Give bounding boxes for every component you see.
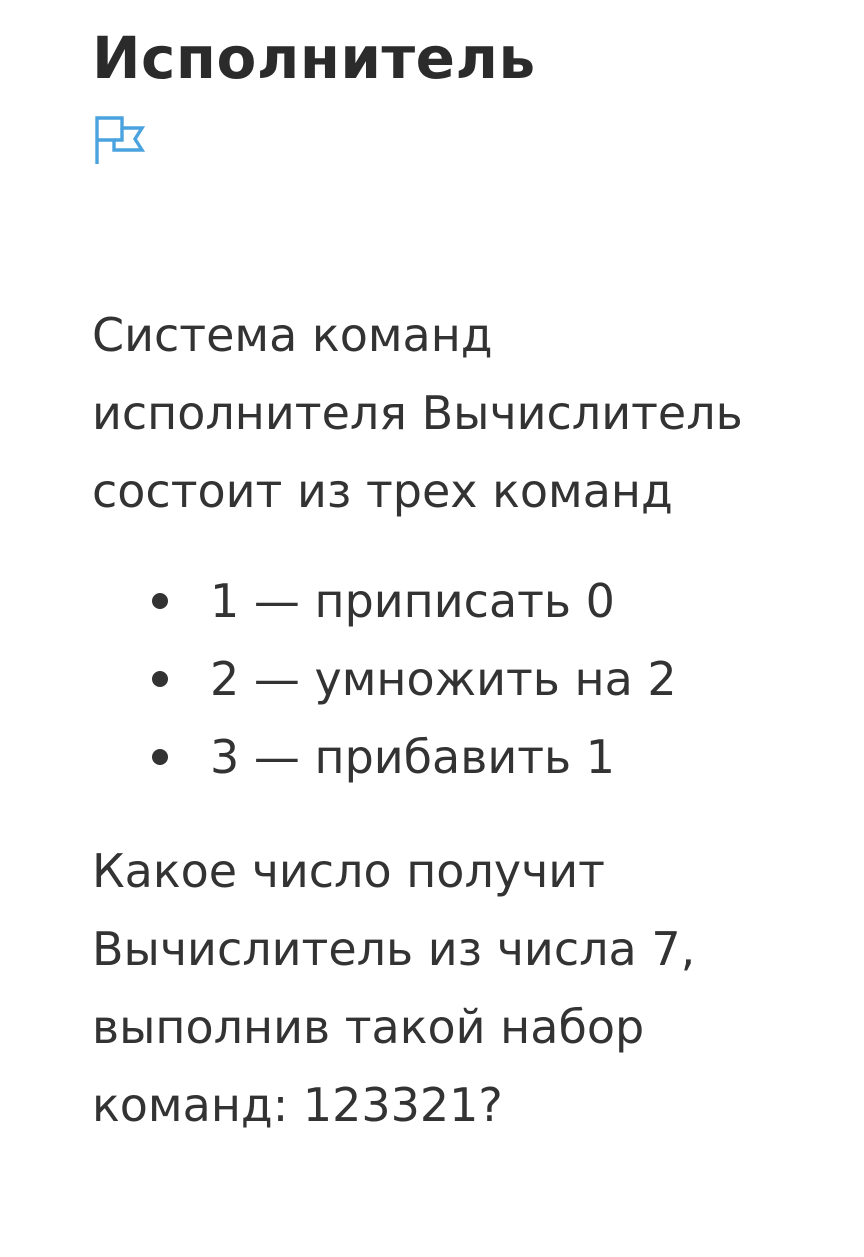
command-text: 3 — прибавить 1: [210, 730, 616, 784]
question-line: выполнив такой набор: [92, 1000, 645, 1054]
question-text: [92, 832, 832, 1144]
command-item: [152, 718, 832, 796]
task-content: [92, 296, 832, 1144]
bullet-icon: [152, 671, 168, 687]
command-text: 2 — умножить на 2: [210, 652, 677, 706]
question-line: Какое число получит: [92, 844, 605, 898]
intro-line: Система команд: [92, 308, 493, 362]
command-item: [152, 640, 832, 718]
question-line: команд: 123321?: [92, 1078, 503, 1132]
command-text: 1 — приписать 0: [210, 574, 615, 628]
intro-line: исполнителя Вычислитель: [92, 386, 743, 440]
flag-button[interactable]: [92, 112, 148, 168]
intro-text: [92, 296, 832, 530]
intro-line: состоит из трех команд: [92, 464, 673, 518]
flag-icon: [92, 112, 148, 168]
command-item: [152, 562, 832, 640]
page-title: Исполнитель: [92, 24, 536, 92]
question-line: Вычислитель из числа 7,: [92, 922, 696, 976]
bullet-icon: [152, 593, 168, 609]
bullet-icon: [152, 749, 168, 765]
command-list: [92, 562, 832, 796]
